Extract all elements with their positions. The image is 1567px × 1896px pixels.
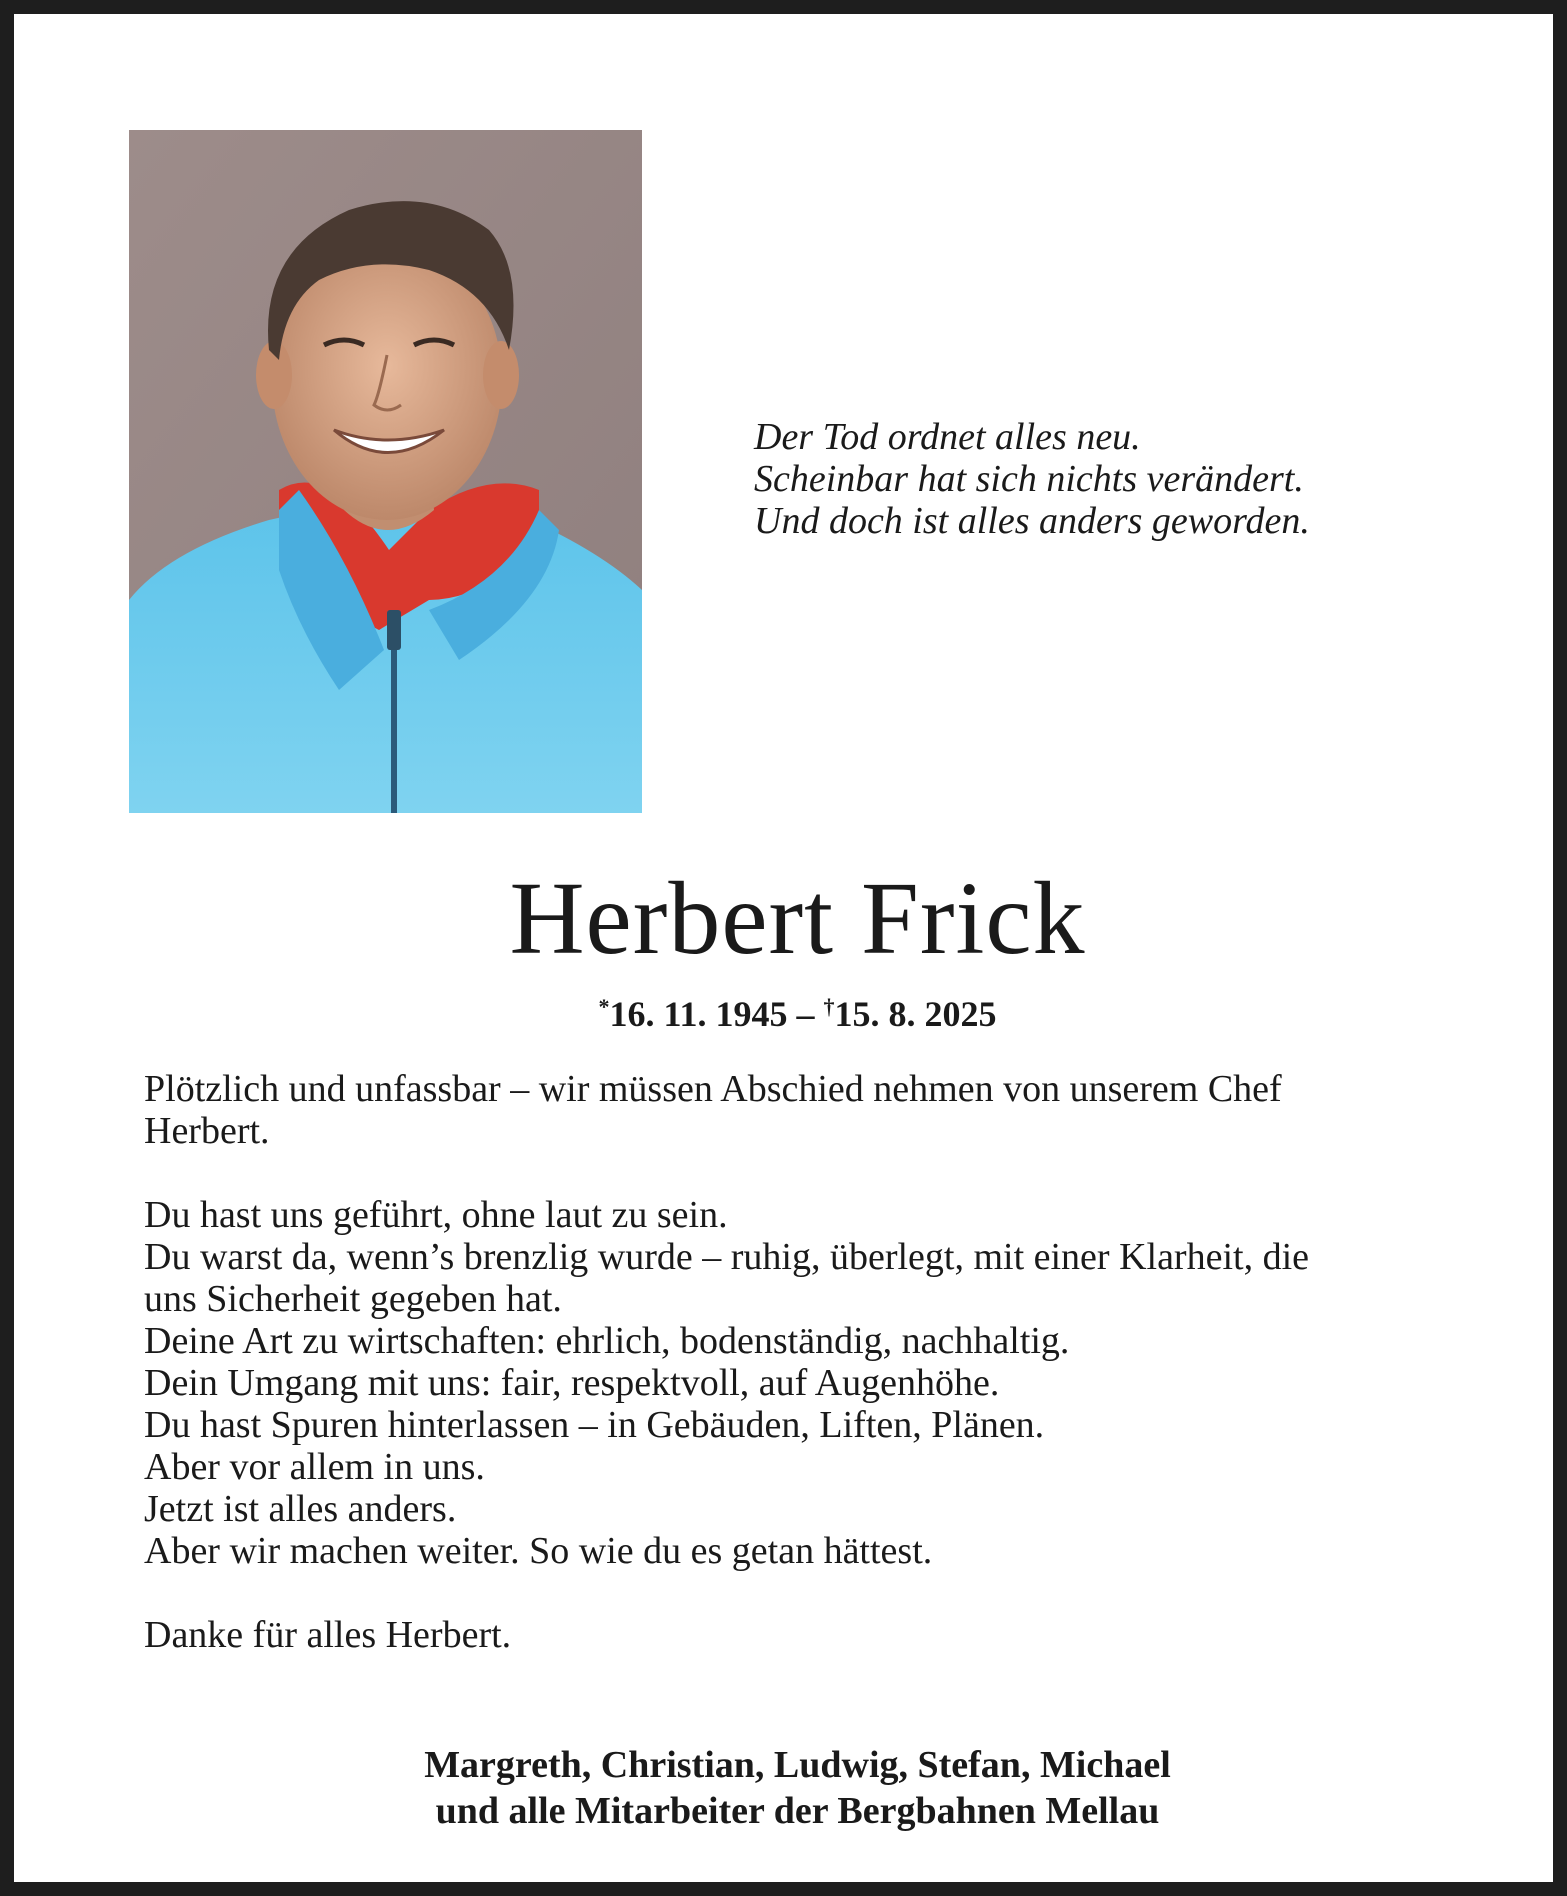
quote-line: Scheinbar hat sich nichts verändert.	[754, 458, 1304, 500]
text-line: Du hast Spuren hinterlassen – in Gebäuden, Liften, Plänen.	[144, 1404, 1045, 1446]
obituary-text	[144, 1068, 1484, 1698]
signature-line: und alle Mitarbeiter der Bergbahnen Mellau	[435, 1790, 1160, 1832]
signature	[14, 1742, 1567, 1834]
birth-date: 16. 11. 1945	[609, 994, 788, 1034]
text-line: Du warst da, wenn’s brenzlig wurde – ruhig, überlegt, mit einer Klarheit, die	[144, 1236, 1309, 1278]
death-date: 15. 8. 2025	[834, 994, 997, 1034]
intro-paragraph	[144, 1068, 1484, 1152]
death-symbol: †	[823, 994, 835, 1019]
closing-paragraph	[144, 1614, 1484, 1656]
text-line: Deine Art zu wirtschaften: ehrlich, bodenständig, nachhaltig.	[144, 1320, 1070, 1362]
quote	[754, 416, 1434, 542]
text-line: Jetzt ist alles anders.	[144, 1488, 457, 1530]
text-line: Danke für alles Herbert.	[144, 1614, 512, 1656]
text-line: Du hast uns geführt, ohne laut zu sein.	[144, 1194, 728, 1236]
text-line: uns Sicherheit gegeben hat.	[144, 1278, 562, 1320]
text-line: Aber vor allem in uns.	[144, 1446, 485, 1488]
text-line: Aber wir machen weiter. So wie du es getan hättest.	[144, 1530, 933, 1572]
text-line: Herbert.	[144, 1110, 270, 1152]
deceased-name: Herbert Frick	[509, 861, 1086, 976]
text-line: Dein Umgang mit uns: fair, respektvoll, auf Augenhöhe.	[144, 1362, 1000, 1404]
signature-line: Margreth, Christian, Ludwig, Stefan, Michael	[424, 1744, 1171, 1786]
text-line: Plötzlich und unfassbar – wir müssen Abschied nehmen von unserem Chef	[144, 1068, 1282, 1110]
tribute-paragraph	[144, 1194, 1484, 1572]
portrait-photo	[129, 130, 642, 813]
life-dates	[14, 986, 1567, 1035]
date-separator: –	[787, 994, 824, 1034]
quote-line: Der Tod ordnet alles neu.	[754, 416, 1141, 458]
birth-symbol: *	[598, 994, 610, 1019]
quote-line: Und doch ist alles anders geworden.	[754, 500, 1310, 542]
